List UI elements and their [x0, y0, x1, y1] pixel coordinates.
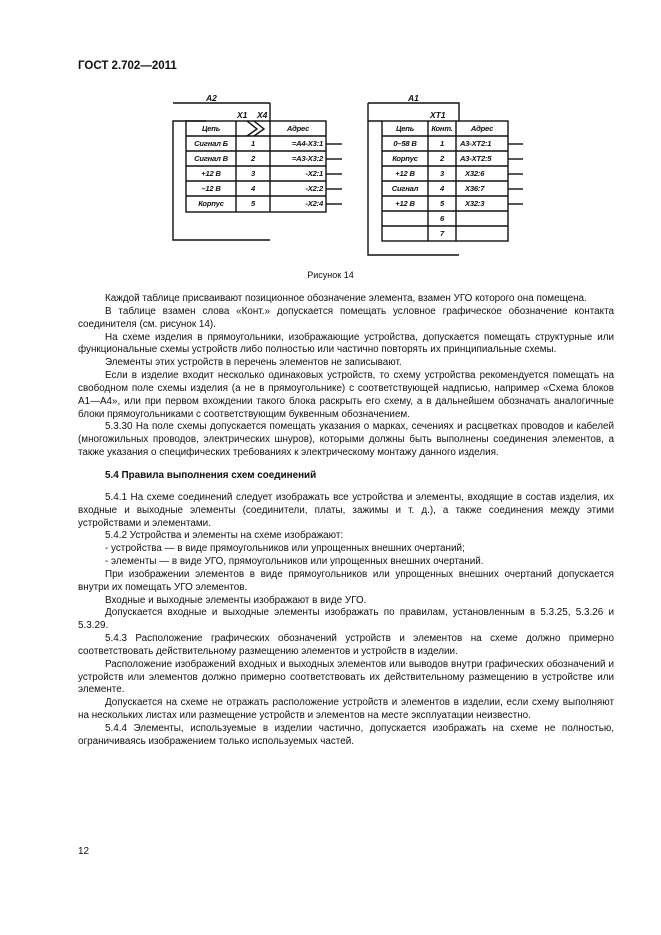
table-cell: 3 — [439, 169, 445, 178]
table-cell: =А3-Х3:2 — [291, 154, 323, 163]
table-cell: А3-ХТ2:5 — [460, 154, 492, 163]
element-label-a1: А1 — [408, 93, 419, 103]
table-cell: Х32:6 — [465, 169, 485, 178]
table-cell: 4 — [250, 184, 256, 193]
table-cell: –12 В — [201, 184, 221, 193]
column-header: Цепь — [201, 124, 221, 133]
section-heading: 5.4 Правила выполнения схем соединений — [105, 469, 317, 481]
connector-label-x4: Х4 — [257, 110, 268, 120]
document-header: ГОСТ 2.702—2011 — [78, 60, 177, 72]
table-cell: 3 — [250, 169, 256, 178]
element-label-a2: А2 — [206, 93, 217, 103]
connector-label-x1: Х1 — [237, 110, 248, 120]
paragraph: Элементы этих устройств в перечень элементов не записывают. — [105, 357, 402, 369]
table-cell: +12 В — [395, 199, 415, 208]
paragraph: Расположение изображений входных и выходных элементов или выводов внутри графических обозначений и устройств или элементов должно примерно соответствовать их действительному размещению в устройстве или элементе. — [78, 658, 614, 696]
table-cell: =А4-Х3:1 — [291, 139, 323, 148]
table-cell: А3-ХТ2:1 — [460, 139, 492, 148]
paragraph: Допускается входные и выходные элементы изображать по правилам, установленным в 5.3.25, 5.3.26 и 5.3.29. — [78, 607, 614, 632]
column-header: Конт. — [431, 124, 453, 133]
paragraph: 5.4.4 Элементы, используемые в изделии частично, допускается изображать на схеме не полностью, ограничиваясь изображением только используемых частей. — [78, 723, 614, 747]
paragraph: В таблице взамен слова «Конт.» допускается помещать условное графическое обозначение контакта соединителя (см. рисунок 14). — [78, 305, 614, 330]
paragraph: На схеме изделия в прямоугольники, изображающие устройства, допускается помещать структурные или функциональные схемы устройств либо полностью или частично повторять их принципиальные схемы. — [78, 331, 614, 356]
figure-drawing — [0, 0, 661, 290]
table-cell: Корпус — [198, 199, 224, 208]
table-cell: +12 В — [395, 169, 415, 178]
page-number: 12 — [78, 846, 90, 857]
table-cell: 5 — [250, 199, 256, 208]
paragraph: При изображении элементов в виде прямоугольников или упрощенных внешних очертаний допускается внутри их помещать УГО элементов. — [78, 568, 614, 593]
table-cell: Сигнал В — [194, 154, 228, 163]
figure-14 — [0, 0, 661, 290]
table-cell: 5 — [439, 199, 445, 208]
paragraph: 5.4.3 Расположение графических обозначений устройств и элементов на схеме должно примерно соответствовать действительному размещению элементов и устройств в изделии. — [78, 633, 614, 657]
table-cell: 7 — [439, 229, 445, 238]
paragraph: 5.4.1 На схеме соединений следует изображать все устройства и элементы, входящие в состав изделия, их входные и выходные элементы (соединители, платы, зажимы и т. д.), а также соединения между этими устройствами и элементами. — [78, 491, 614, 529]
column-header: Адрес — [286, 124, 310, 133]
table-cell: Сигнал — [391, 184, 419, 193]
paragraph: 5.3.30 На поле схемы допускается помещать указания о марках, сечениях и расцветках проводов и кабелей (многожильных проводов, электрических шнуров), которыми должны быть выполнены соединения элементов, а также указания о специфических требованиях к электрическому монтажу данного изделия. — [78, 421, 614, 459]
list-item: - элементы — в виде УГО, прямоугольников или упрощенных внешних очертаний. — [105, 556, 484, 568]
contact-symbol — [247, 121, 257, 136]
table-cell: -Х2:1 — [305, 169, 323, 178]
table-cell: +12 В — [201, 169, 221, 178]
table-cell: Х36:7 — [465, 184, 485, 193]
table-cell: Корпус — [392, 154, 418, 163]
paragraph: Каждой таблице присваивают позиционное обозначение элемента, взамен УГО которого она помещена. — [105, 293, 587, 304]
table-cell: 0–58 В — [393, 139, 417, 148]
table-cell: 1 — [250, 139, 256, 148]
body-text — [78, 293, 614, 749]
paragraph: Допускается на схеме не отражать расположение устройств и элементов в изделии, если схему выполняют на нескольких листах или размещение устройств и элементов на месте эксплуатации неизвестно. — [78, 697, 614, 722]
table-cell: 2 — [250, 154, 256, 163]
table-cell: 6 — [439, 214, 445, 223]
table-cell: -Х2:4 — [305, 199, 323, 208]
list-item: - устройства — в виде прямоугольников или упрощенных внешних очертаний; — [105, 543, 465, 555]
table-cell: 2 — [439, 154, 445, 163]
table-cell: Х32:3 — [465, 199, 485, 208]
table-cell: -Х2:2 — [305, 184, 323, 193]
paragraph: 5.4.2 Устройства и элементы на схеме изображают: — [105, 530, 344, 542]
table-cell: 4 — [439, 184, 445, 193]
table-cell: 1 — [439, 139, 445, 148]
column-header: Цепь — [395, 124, 415, 133]
paragraph: Если в изделие входит несколько одинаковых устройств, то схему устройства рекомендуется помещать на свободном поле схемы изделия (а не в прямоугольнике) с соответствующей надписью, например «Схема блоков А1—А4», или при первом вхождении такого блока раскрыть его схему, а в дальнейшем обозначать аналогичные блоки прямоугольниками с соответствующим буквенным обозначением. — [78, 370, 614, 420]
connector-label-xt1: ХТ1 — [430, 110, 446, 120]
column-header: Адрес — [470, 124, 494, 133]
figure-caption: Рисунок 14 — [307, 270, 354, 280]
paragraph: Входные и выходные элементы изображают в виде УГО. — [105, 594, 367, 606]
table-cell: Сигнал Б — [194, 139, 228, 148]
